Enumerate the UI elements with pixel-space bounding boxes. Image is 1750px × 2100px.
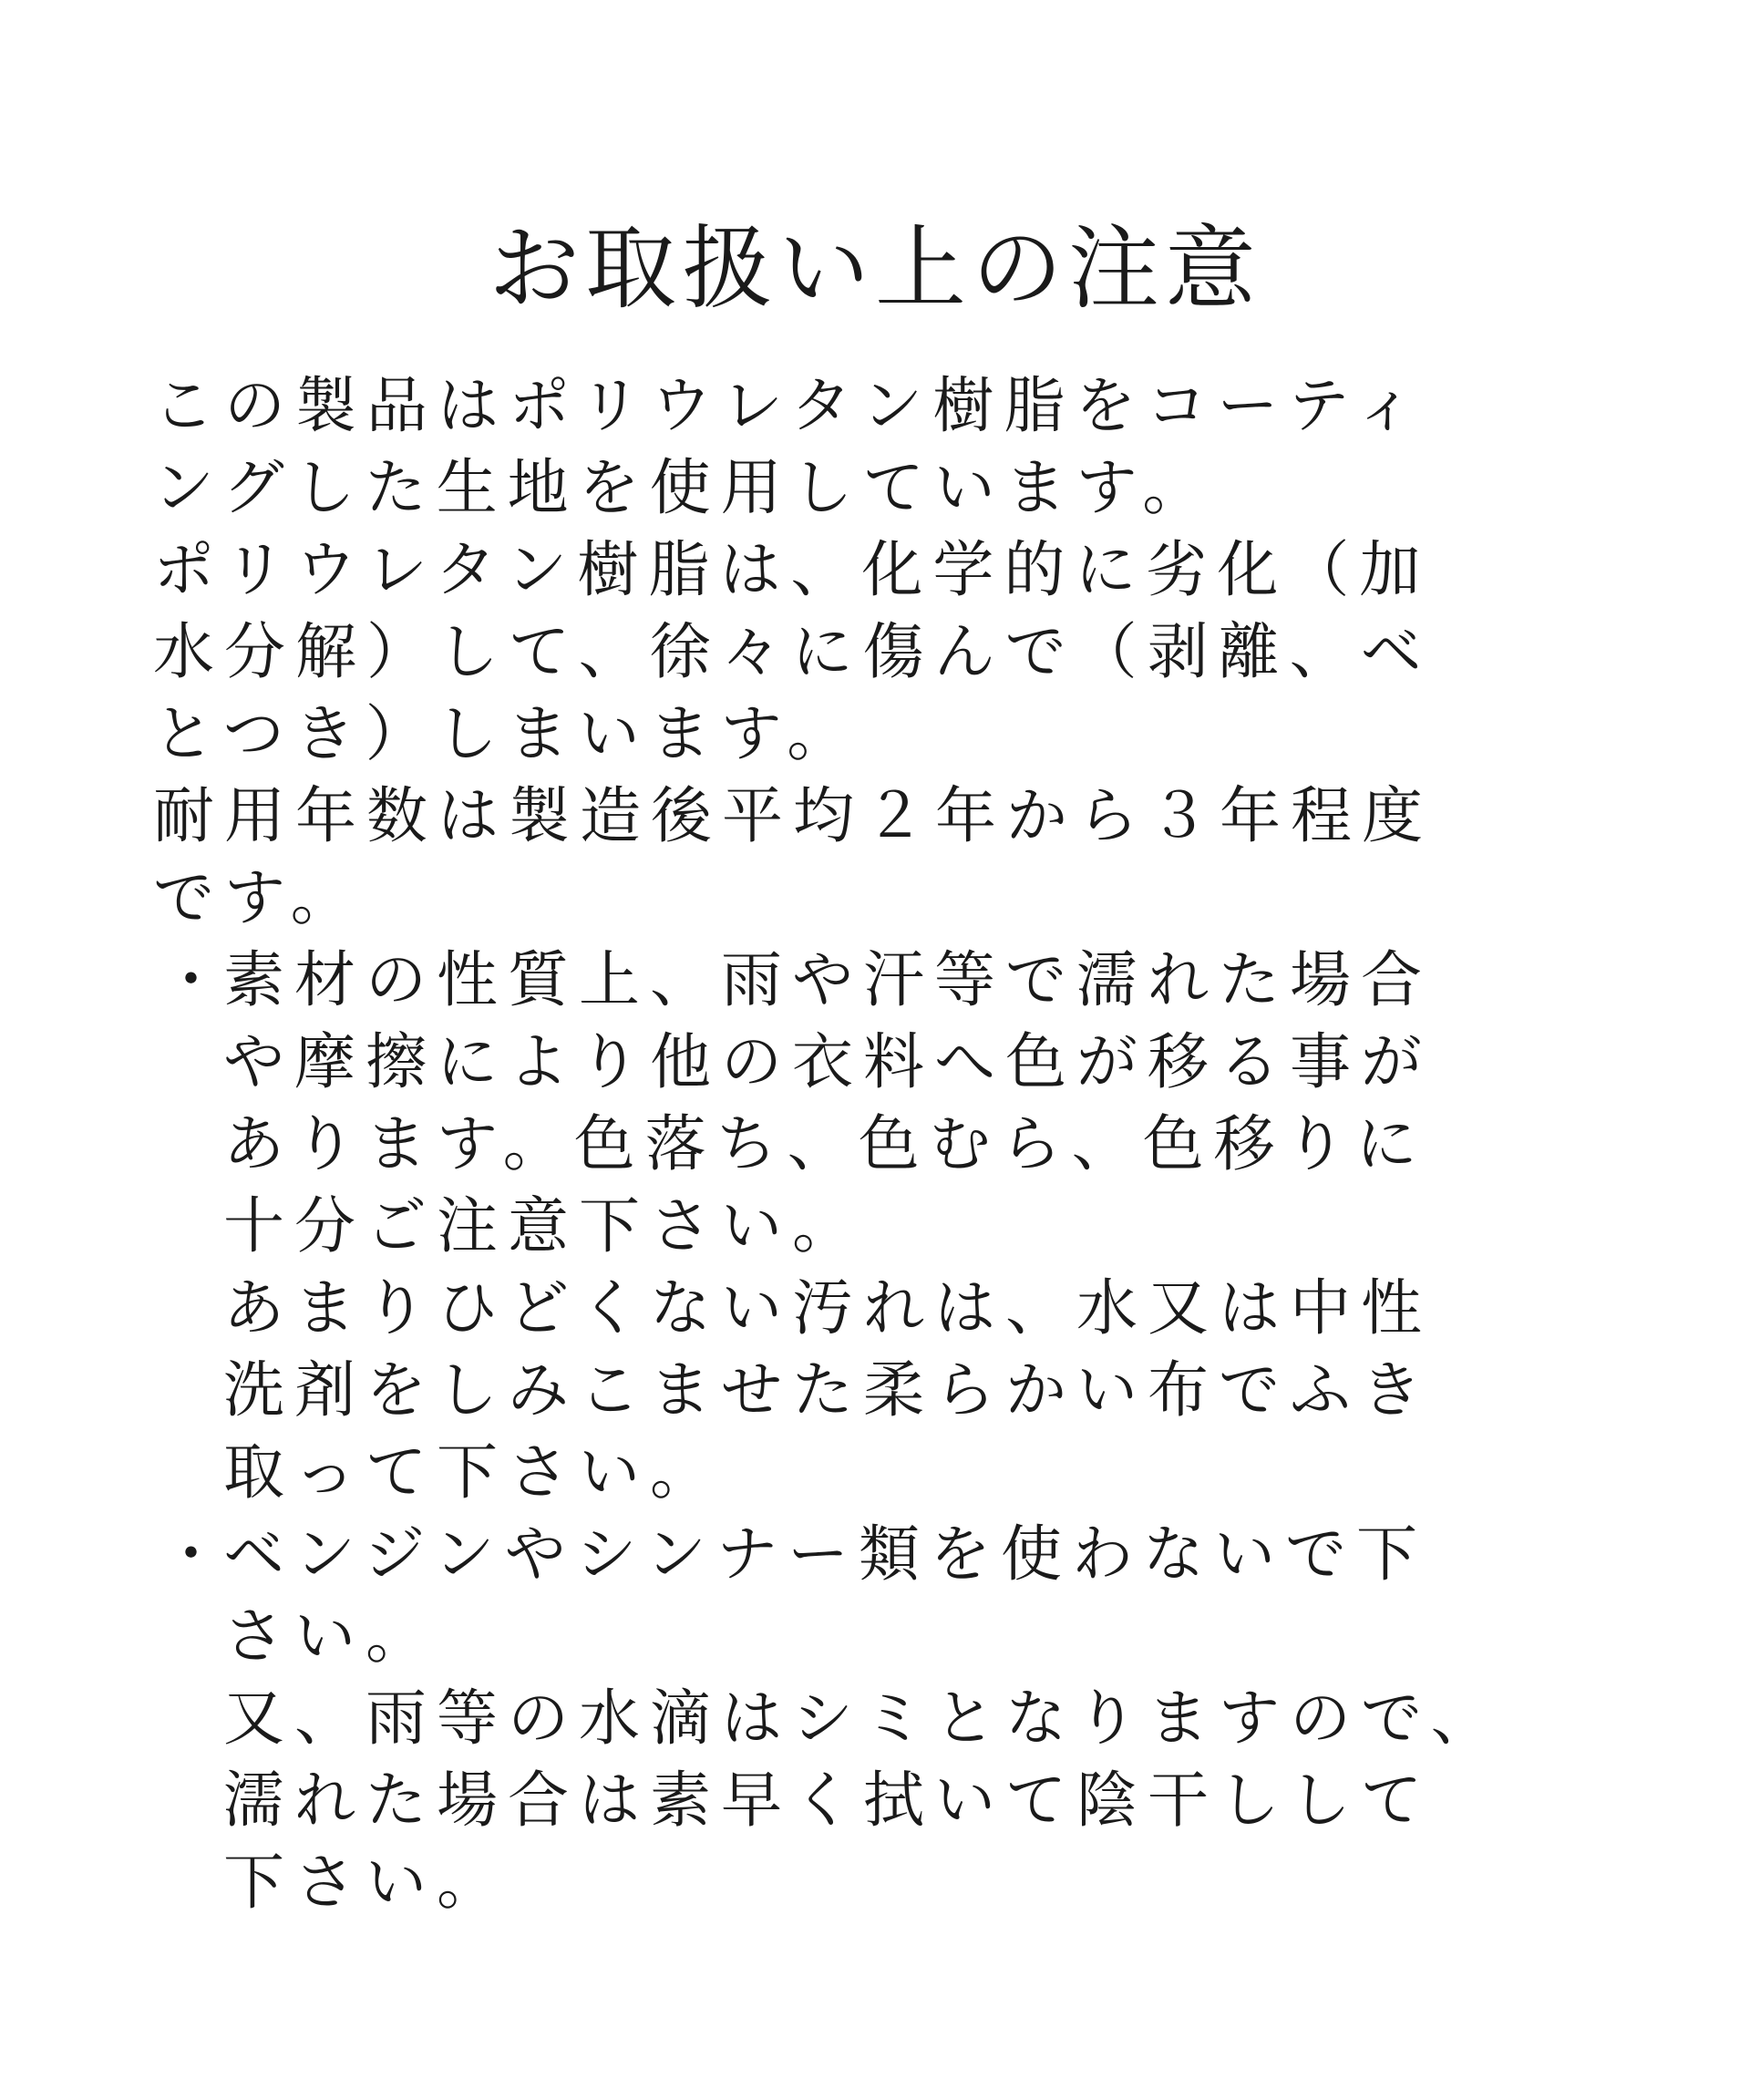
bullet-line: 濡れた場合は素早く拭いて陰干しして bbox=[223, 1765, 1432, 1836]
intro-line: ングした生地を使用しています。 bbox=[153, 452, 1214, 523]
bullet-line: ベンジンやシンナー類を使わないで下 bbox=[223, 1518, 1427, 1590]
bullet-line: 素材の性質上、雨や汗等で濡れた場合 bbox=[223, 944, 1432, 1015]
bullet-line: 下さい。 bbox=[223, 1847, 508, 1918]
intro-line: 耐用年数は製造後平均２年から３年程度 bbox=[153, 780, 1433, 851]
bullet-line: 取って下さい。 bbox=[223, 1436, 721, 1508]
intro-line: ポリウレタン樹脂は、化学的に劣化（加 bbox=[153, 534, 1431, 605]
bullet-line: や摩擦により他の衣料へ色が移る事が bbox=[223, 1026, 1432, 1097]
bullet-mark: ・ bbox=[160, 1518, 221, 1590]
bullet-line: あります。色落ち、色むら、色移りに bbox=[223, 1108, 1427, 1179]
bullet-line: 又、雨等の水滴はシミとなりますので、 bbox=[223, 1683, 1502, 1754]
bullet-line: 洗剤をしみこませた柔らかい布でふき bbox=[223, 1354, 1432, 1426]
intro-line: この製品はポリウレタン樹脂をコーティ bbox=[153, 370, 1426, 441]
intro-line: 水分解）して、徐々に傷んで（剥離、ベ bbox=[153, 616, 1432, 687]
bullet-line: あまりひどくない汚れは、水又は中性 bbox=[223, 1272, 1432, 1343]
intro-line: です。 bbox=[153, 862, 362, 933]
bullet-line: 十分ご注意下さい。 bbox=[223, 1190, 863, 1261]
bullet-line: さい。 bbox=[223, 1601, 437, 1672]
intro-line: とつき）しまいます。 bbox=[153, 698, 859, 769]
bullet-mark: ・ bbox=[160, 944, 221, 1015]
page-title: お取扱い上の注意 bbox=[489, 215, 1261, 322]
